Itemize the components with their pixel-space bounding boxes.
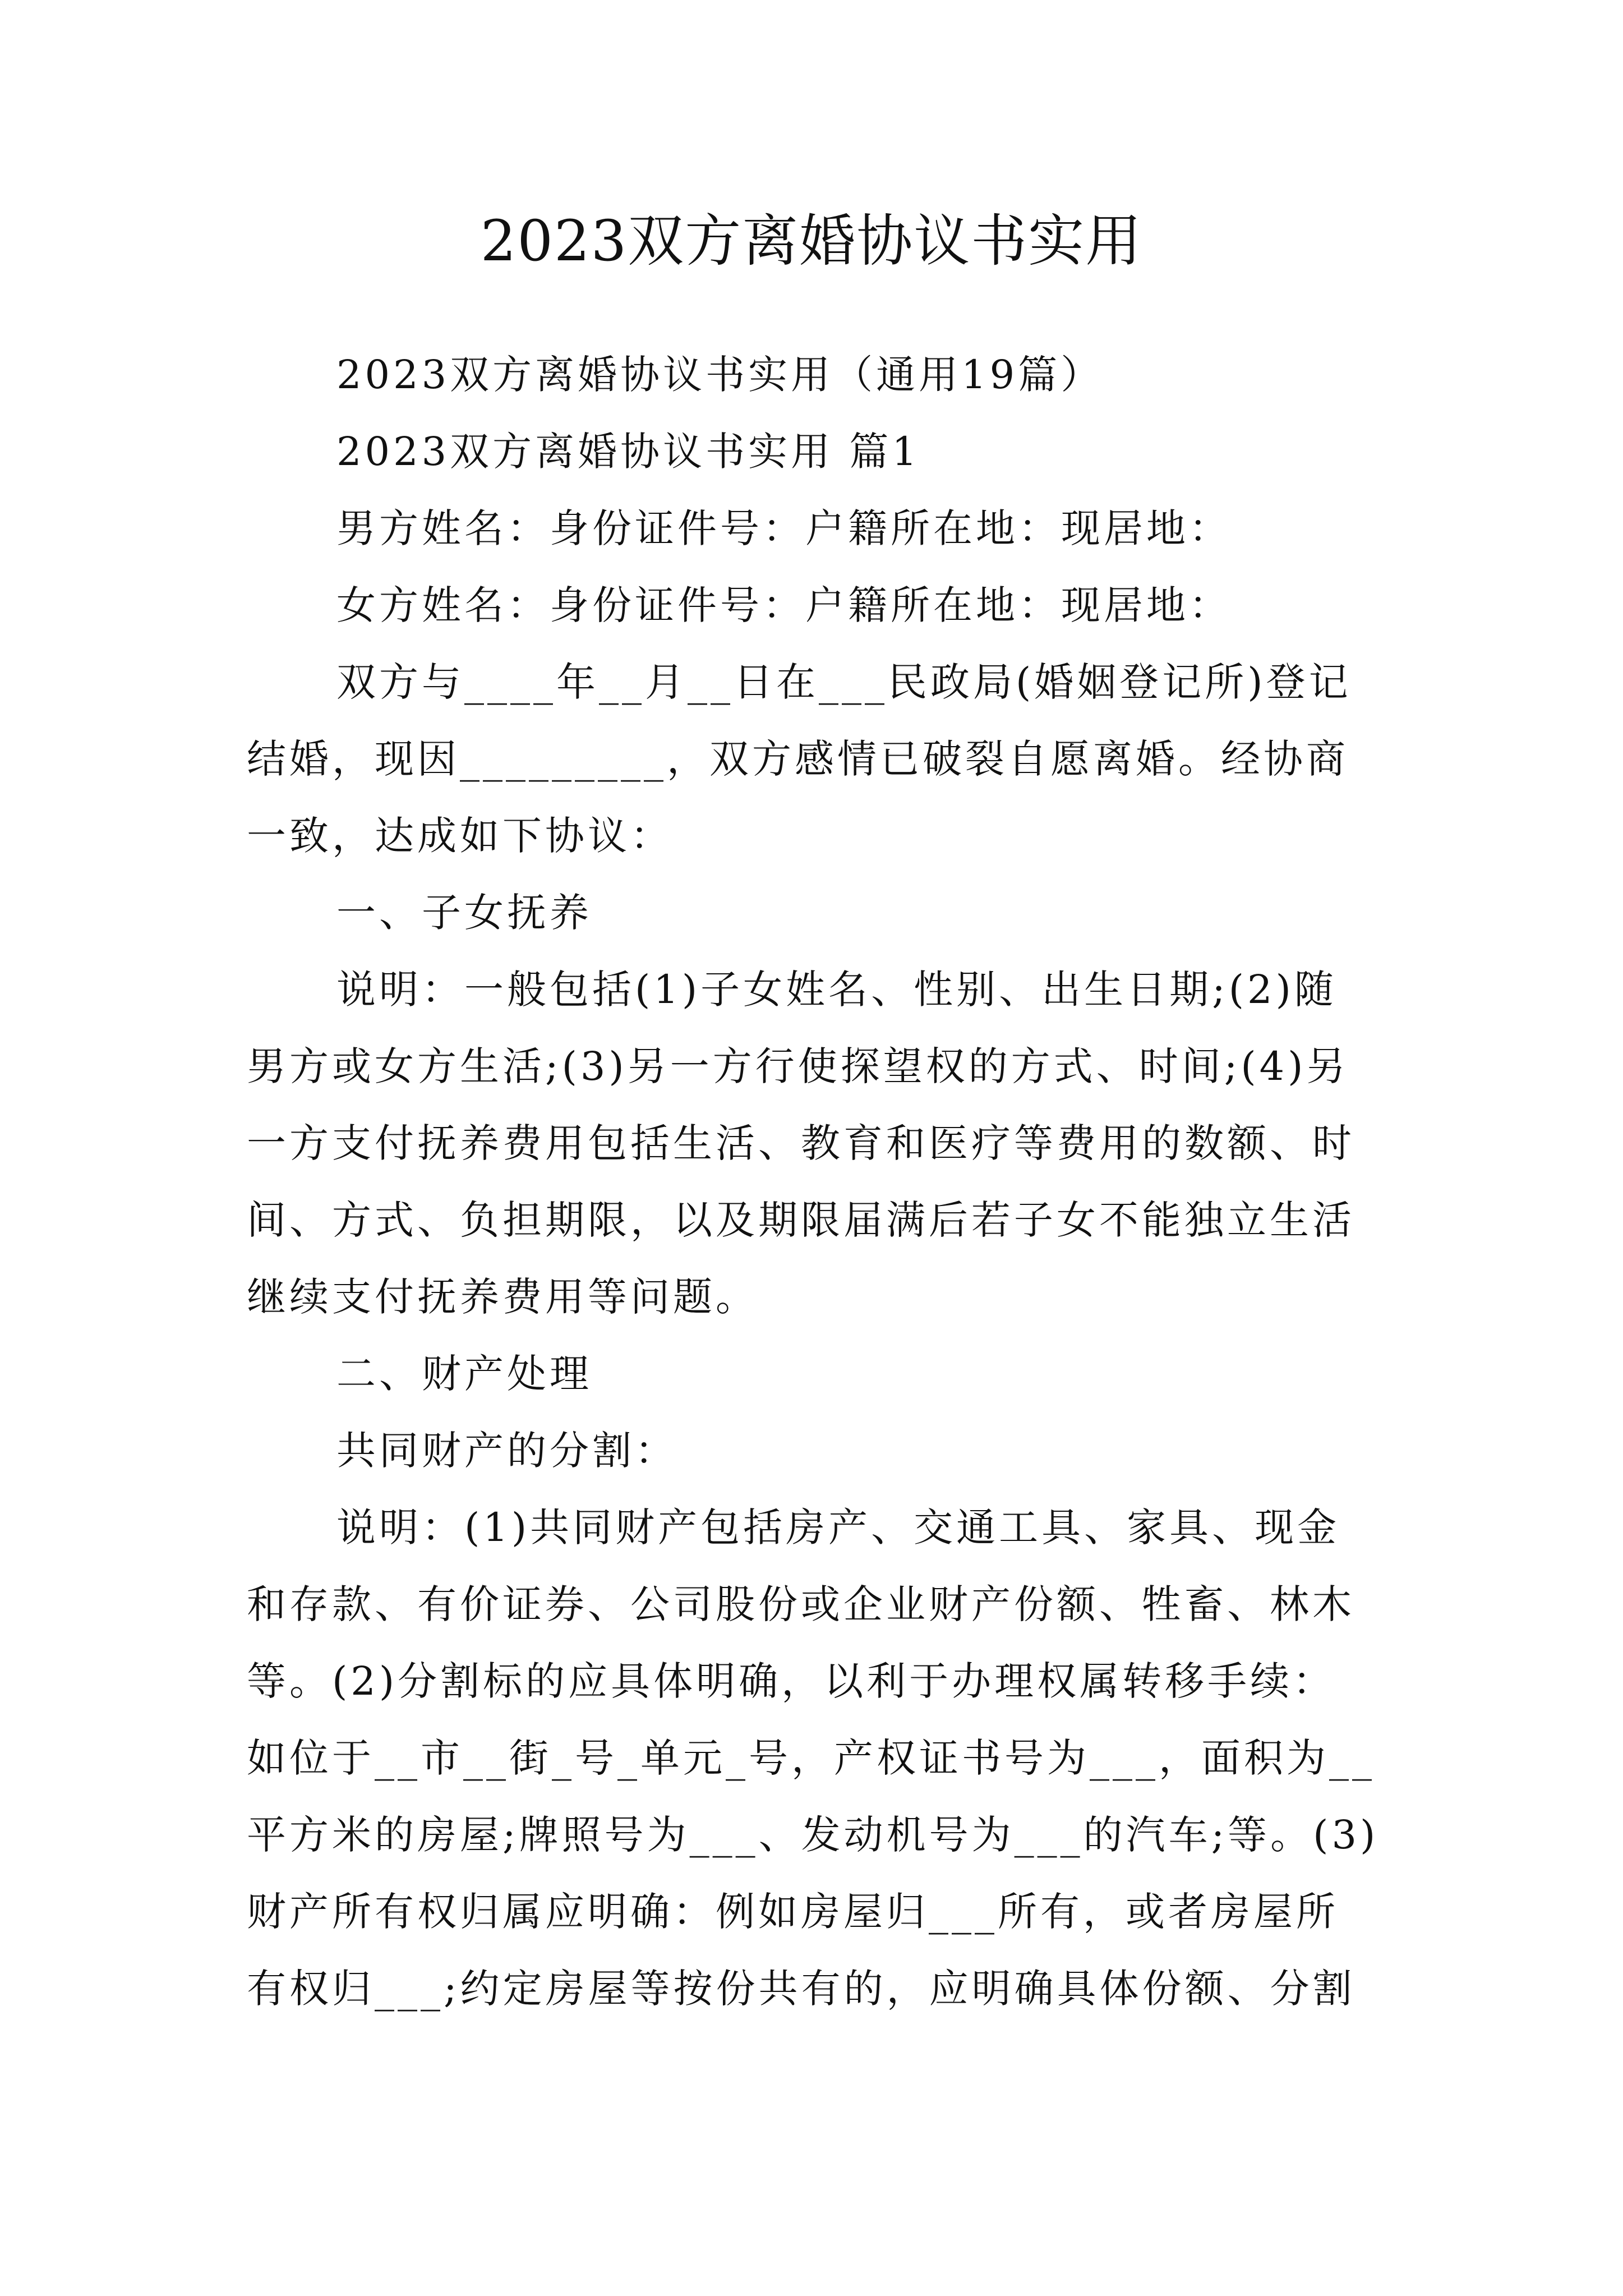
paragraph-line: 共同财产的分割： <box>336 1428 677 1474</box>
paragraph-line: 说明：(1)共同财产包括房产、交通工具、家具、现金 <box>336 1504 1340 1550</box>
section-heading-line: 一、子女抚养 <box>336 890 592 936</box>
paragraph-line: 继续支付抚养费用等问题。 <box>247 1274 758 1320</box>
paragraph-line: 女方姓名：身份证件号：户籍所在地：现居地： <box>336 582 1232 628</box>
paragraph-line: 一方支付抚养费用包括生活、教育和医疗等费用的数额、时 <box>247 1120 1355 1166</box>
paragraph-line: 结婚，现因_________，双方感情已破裂自愿离婚。经协商 <box>247 736 1349 782</box>
section-heading-line: 2023双方离婚协议书实用 篇1 <box>336 429 920 475</box>
paragraph-line: 平方米的房屋;牌照号为___、发动机号为___的汽车;等。(3) <box>247 1812 1379 1858</box>
paragraph-line: 男方姓名：身份证件号：户籍所在地：现居地： <box>336 505 1232 551</box>
section-heading-line: 二、财产处理 <box>336 1351 592 1397</box>
paragraph-line: 男方或女方生活;(3)另一方行使探望权的方式、时间;(4)另 <box>247 1043 1349 1089</box>
subtitle-line: 2023双方离婚协议书实用（通用19篇） <box>336 352 1104 398</box>
paragraph-line: 和存款、有价证券、公司股份或企业财产份额、牲畜、林木 <box>247 1581 1355 1627</box>
paragraph-line: 财产所有权归属应明确：例如房屋归___所有，或者房屋所 <box>247 1889 1339 1935</box>
paragraph-line: 间、方式、负担期限，以及期限届满后若子女不能独立生活 <box>247 1197 1355 1243</box>
paragraph-line: 说明：一般包括(1)子女姓名、性别、出生日期;(2)随 <box>336 967 1337 1013</box>
paragraph-line: 有权归___;约定房屋等按份共有的，应明确具体份额、分割 <box>247 1966 1355 2012</box>
paragraph-line: 双方与____年__月__日在___民政局(婚姻登记所)登记 <box>336 659 1352 705</box>
document-body <box>247 337 1391 2027</box>
paragraph-line: 一致，达成如下协议： <box>247 813 673 859</box>
paragraph-line: 如位于__市__街_号_单元_号，产权证书号为___，面积为__ <box>247 1735 1375 1781</box>
document-title: 2023双方离婚协议书实用 <box>480 208 1143 274</box>
paragraph-line: 等。(2)分割标的应具体明确，以利于办理权属转移手续： <box>247 1658 1336 1704</box>
